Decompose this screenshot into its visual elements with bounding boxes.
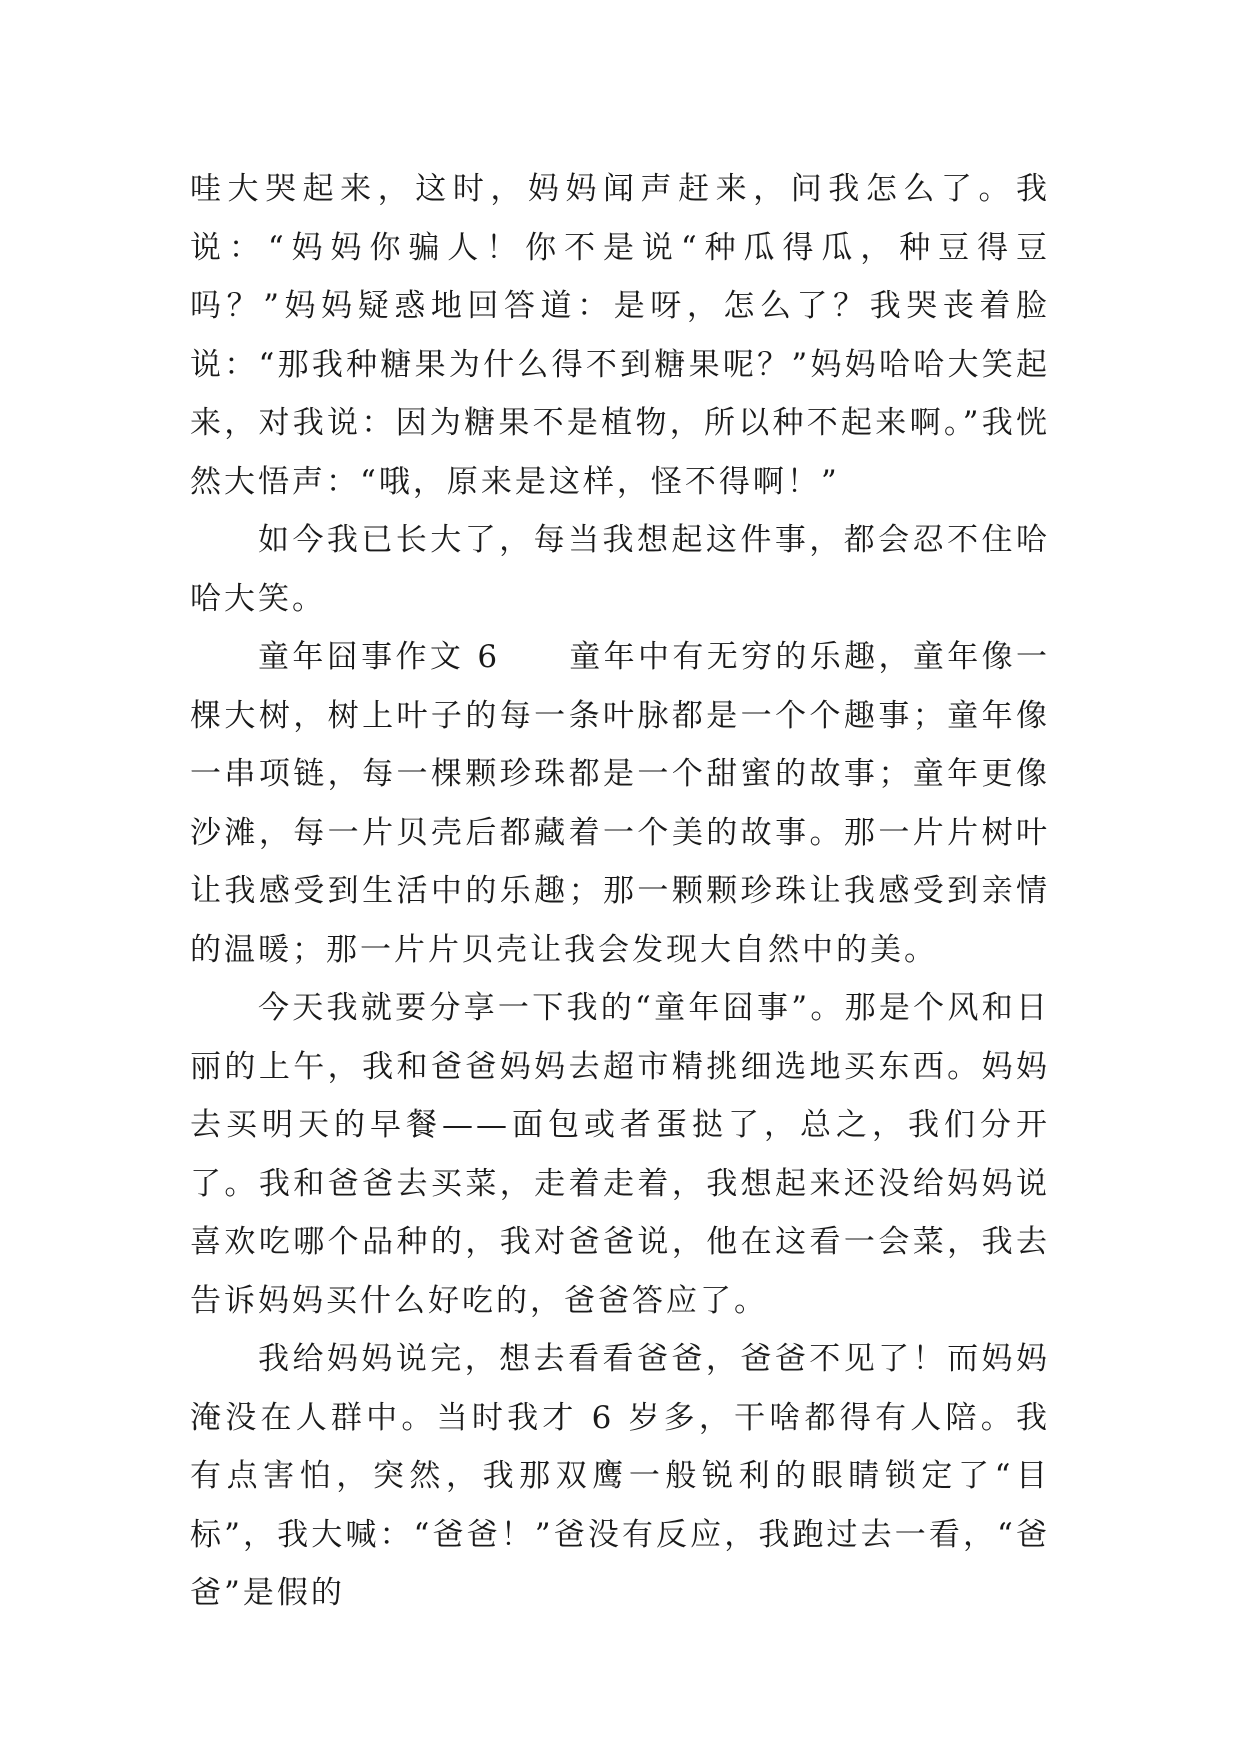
paragraph-1: 哇大哭起来，这时，妈妈闻声赶来，问我怎么了。我说：“妈妈你骗人！你不是说“种瓜得瓜，种豆得豆吗？”妈妈疑惑地回答道：是呀，怎么了？我哭丧着脸说：“那我种糖果为什么得不到糖果呢？”妈妈哈哈大笑起来，对我说：因为糖果不是植物，所以种不起来啊。”我恍然大悟声：“哦，原来是这样，怪不得啊！” xyxy=(190,171,1050,500)
paragraph-3: 童年囧事作文 6 童年中有无穷的乐趣，童年像一棵大树，树上叶子的每一条叶脉都是一个个趣事；童年像一串项链，每一棵颗珍珠都是一个甜蜜的故事；童年更像沙滩，每一片贝壳后都藏着一个美的故事。那一片片树叶让我感受到生活中的乐趣；那一颗颗珍珠让我感受到亲情的温暖；那一片片贝壳让我会发现大自然中的美。 xyxy=(190,639,1050,968)
paragraph-4: 今天我就要分享一下我的“童年囧事”。那是个风和日丽的上午，我和爸爸妈妈去超市精挑细选地买东西。妈妈去买明天的早餐——面包或者蛋挞了，总之，我们分开了。我和爸爸去买菜，走着走着，我想起来还没给妈妈说喜欢吃哪个品种的，我对爸爸说，他在这看一会菜，我去告诉妈妈买什么好吃的，爸爸答应了。 xyxy=(190,990,1050,1319)
document-body xyxy=(190,160,1050,1623)
paragraph-5: 我给妈妈说完，想去看看爸爸，爸爸不见了！而妈妈淹没在人群中。当时我才 6 岁多，干啥都得有人陪。我有点害怕，突然，我那双鹰一般锐利的眼睛锁定了“目标”，我大喊：“爸爸！”爸没有反应，我跑过去一看，“爸爸”是假的 xyxy=(190,1341,1050,1611)
paragraph-2: 如今我已长大了，每当我想起这件事，都会忍不住哈哈大笑。 xyxy=(190,522,1050,617)
